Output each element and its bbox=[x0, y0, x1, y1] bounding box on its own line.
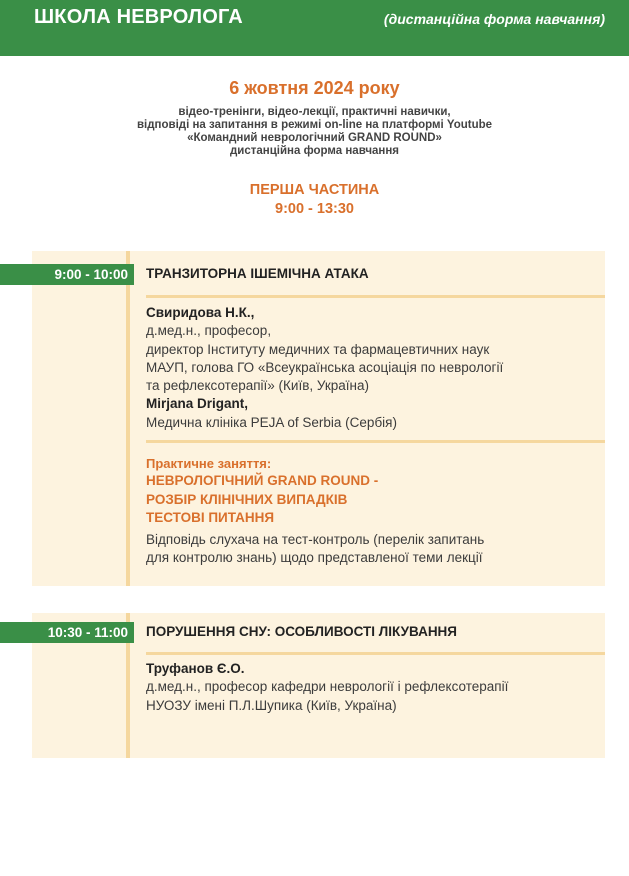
event-intro bbox=[0, 106, 629, 158]
header-banner bbox=[0, 0, 629, 56]
practical-topic: РОЗБІР КЛІНІЧНИХ ВИПАДКІВ bbox=[146, 491, 348, 507]
speaker-info: д.мед.н., професор, bbox=[146, 323, 272, 339]
section-divider bbox=[146, 295, 605, 298]
speaker-info: д.мед.н., професор кафедри неврології і рефлексотерапії bbox=[146, 679, 509, 695]
intro-line: відповіді на запитання в режимі on-line на платформі Youtube bbox=[136, 119, 493, 131]
intro-line: «Командний неврологічний GRAND ROUND» bbox=[187, 132, 442, 144]
part-heading bbox=[0, 181, 629, 219]
speaker-name: Труфанов Є.О. bbox=[146, 661, 245, 676]
section-divider bbox=[146, 652, 605, 655]
event-date: 6 жовтня 2024 року bbox=[229, 78, 400, 98]
speaker-info: директор Інституту медичних та фармацевтичних наук bbox=[146, 341, 490, 357]
session-time: 10:30 - 11:00 bbox=[0, 622, 134, 643]
session-divider-vertical bbox=[126, 251, 130, 586]
practical-topic: НЕВРОЛОГІЧНИЙ GRAND ROUND - bbox=[146, 473, 379, 488]
school-title: ШКОЛА НЕВРОЛОГА bbox=[34, 6, 243, 28]
session-time: 9:00 - 10:00 bbox=[0, 264, 134, 285]
practical-block bbox=[146, 455, 601, 528]
speaker-info: та рефлексотерапії» (Київ, Україна) bbox=[146, 378, 369, 394]
school-subtitle: (дистанційна форма навчання) bbox=[383, 11, 605, 27]
speaker-info: Медична клініка PEJA of Serbia (Сербія) bbox=[146, 414, 397, 430]
speakers-block bbox=[146, 660, 601, 715]
practical-note bbox=[146, 531, 601, 568]
intro-line: відео-тренінги, відео-лекції, практичні навички, bbox=[178, 106, 451, 118]
part-time: 9:00 - 13:30 bbox=[275, 201, 354, 217]
speakers-block bbox=[146, 304, 601, 432]
section-divider bbox=[146, 440, 605, 443]
speaker-info: НУОЗУ імені П.Л.Шупика (Київ, Україна) bbox=[146, 697, 397, 713]
practical-label: Практичне заняття: bbox=[146, 456, 272, 471]
speaker-info: МАУП, голова ГО «Всеукраїнська асоціація по неврології bbox=[146, 359, 504, 375]
part-name: ПЕРША ЧАСТИНА bbox=[249, 182, 380, 198]
note-line: Відповідь слухача на тест-контроль (перелік запитань bbox=[146, 532, 485, 547]
speaker-name: Свиридова Н.К., bbox=[146, 305, 255, 320]
session-title: ПОРУШЕННЯ СНУ: ОСОБЛИВОСТІ ЛІКУВАННЯ bbox=[146, 624, 458, 639]
practical-topic: ТЕСТОВІ ПИТАННЯ bbox=[146, 510, 275, 525]
note-line: для контролю знань) щодо представленої теми лекції bbox=[146, 550, 483, 566]
intro-line: дистанційна форма навчання bbox=[229, 145, 399, 157]
speaker-name: Mirjana Drigant, bbox=[146, 396, 249, 412]
session-title: ТРАНЗИТОРНА ІШЕМІЧНА АТАКА bbox=[146, 266, 369, 281]
